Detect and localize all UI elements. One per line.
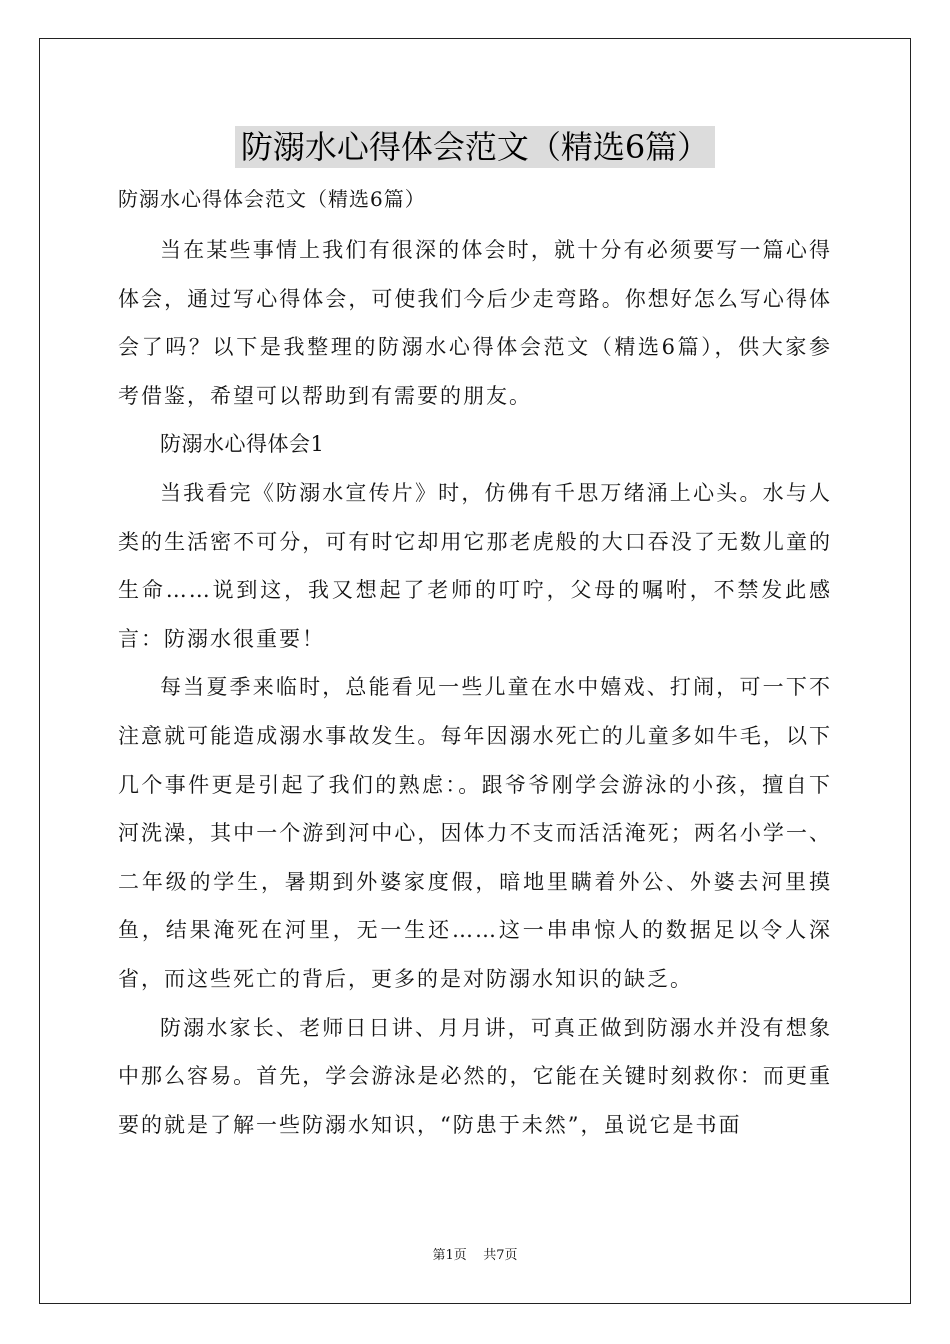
paragraph-intro: 当在某些事情上我们有很深的体会时，就十分有必须要写一篇心得体会，通过写心得体会，可使我们今后少走弯路。你想好怎么写心得体会了吗？以下是我整理的防溺水心得体会范文（精选6篇），供大家参考借鉴，希望可以帮助到有需要的朋友。: [118, 238, 832, 408]
document-title: 防溺水心得体会范文（精选6篇）: [235, 126, 715, 168]
document-body: [118, 226, 832, 1149]
title-container: [0, 126, 950, 168]
section-heading: 防溺水心得体会1: [160, 432, 325, 457]
paragraph: 每当夏季来临时，总能看见一些儿童在水中嬉戏、打闹，可一下不注意就可能造成溺水事故发生。每年因溺水死亡的儿童多如牛毛，以下几个事件更是引起了我们的熟虑：。跟爷爷刚学会游泳的小孩，擅自下河洗澡，其中一个游到河中心，因体力不支而活活淹死；两名小学一、二年级的学生，暑期到外婆家度假，暗地里瞒着外公、外婆去河里摸鱼，结果淹死在河里，无一生还……这一串串惊人的数据足以令人深省，而这些死亡的背后，更多的是对防溺水知识的缺乏。: [118, 675, 832, 991]
paragraph: 防溺水家长、老师日日讲、月月讲，可真正做到防溺水并没有想象中那么容易。首先，学会游泳是必然的，它能在关键时刻救你：而更重要的就是了解一些防溺水知识，“防患于未然”，虽说它是书面: [118, 1015, 832, 1137]
paragraph: 当我看完《防溺水宣传片》时，仿佛有千思万绪涌上心头。水与人类的生活密不可分，可有时它却用它那老虎般的大口吞没了无数儿童的生命……说到这，我又想起了老师的叮咛，父母的嘱咐，不禁发此感言：防溺水很重要！: [118, 480, 832, 651]
document-subtitle: 防溺水心得体会范文（精选6篇）: [118, 187, 426, 211]
page-footer: 第1页 共7页: [432, 1248, 518, 1263]
